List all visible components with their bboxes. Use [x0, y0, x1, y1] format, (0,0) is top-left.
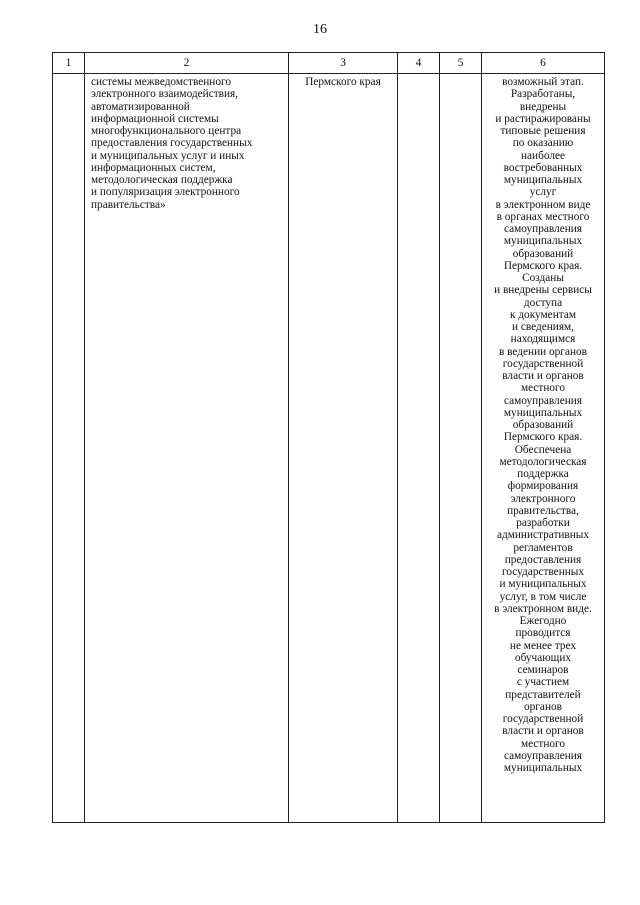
text-line: Пермского края. — [503, 431, 583, 444]
text-line: электронного — [510, 492, 576, 505]
text-line: услуг — [529, 186, 557, 199]
text-line: образований — [512, 247, 574, 260]
text-line: не менее трех — [509, 639, 577, 652]
text-line: государственной — [502, 713, 584, 725]
text-line: правительства» — [91, 198, 166, 211]
text-line: местного — [520, 382, 566, 395]
cell-col-2 — [85, 74, 289, 823]
text-line: в электронном виде. — [494, 602, 592, 615]
text-line: и муниципальных услуг и иных — [91, 149, 245, 162]
text-line: Созданы — [522, 272, 564, 284]
text-line: образований — [512, 419, 574, 431]
table-row — [53, 74, 605, 823]
text-line: в органах местного — [496, 210, 590, 223]
text-line: и популяризация электронного — [91, 186, 240, 199]
cell-col-3: Пермского края — [289, 74, 398, 823]
text-line: государственных — [501, 566, 585, 578]
text-line: и растиражированы — [495, 112, 591, 125]
text-line: и сведениям, — [511, 321, 575, 333]
text-line: муниципальных — [503, 235, 583, 248]
text-line: к документам — [510, 308, 576, 321]
text-line: власти и органов — [502, 370, 584, 382]
text-line: доступа — [523, 296, 563, 309]
text-line: поддержка — [517, 468, 569, 480]
text-line: административных — [496, 529, 590, 542]
text-line: Обеспечена — [514, 443, 572, 456]
cell-col-1 — [53, 74, 85, 823]
text-line: типовые решения — [500, 125, 586, 137]
text-line: информационной системы — [91, 112, 219, 125]
text-line: востребованных — [503, 161, 583, 174]
text-line: муниципальных — [503, 406, 583, 419]
text-line: самоуправления — [503, 223, 582, 235]
text-line: Разработаны, — [510, 88, 576, 101]
cell-col-6-text — [484, 76, 602, 774]
header-col-3: 3 — [289, 53, 398, 74]
text-line: представителей — [505, 688, 581, 701]
text-line: муниципальных — [503, 762, 583, 774]
text-line: и внедрены сервисы — [494, 284, 592, 297]
text-line: по оказанию — [512, 137, 574, 150]
header-col-4: 4 — [398, 53, 440, 74]
text-line: и муниципальных — [499, 578, 587, 591]
text-line: предоставления государственных — [91, 137, 253, 150]
text-line: наиболее — [520, 149, 566, 162]
text-line: власти и органов — [502, 725, 584, 738]
text-line: системы межведомственного — [91, 76, 231, 88]
text-line: электронного взаимодействия, — [91, 88, 239, 101]
text-line: внедрены — [519, 100, 567, 113]
text-line: государственной — [502, 357, 584, 370]
text-line: самоуправления — [503, 394, 582, 407]
text-line: Ежегодно — [519, 615, 567, 627]
text-line: методологическая — [499, 455, 587, 468]
text-line: с участием — [516, 676, 570, 689]
text-line: методологическая поддержка — [91, 174, 233, 186]
cell-col-5 — [440, 74, 482, 823]
text-line: семинаров — [517, 664, 569, 676]
cell-col-6 — [482, 74, 605, 823]
text-line: органов — [524, 700, 562, 713]
text-line: находящимся — [510, 333, 576, 346]
text-line: обучающих — [514, 651, 572, 664]
text-line: проводится — [515, 627, 571, 640]
header-col-5: 5 — [440, 53, 482, 74]
cell-col-4 — [398, 74, 440, 823]
text-line: местного — [520, 737, 566, 750]
text-line: услуг, в том числе — [499, 590, 587, 603]
header-col-6: 6 — [482, 53, 605, 74]
text-line: самоуправления — [503, 749, 582, 762]
text-line: разработки — [516, 517, 570, 529]
text-line: многофункционального центра — [91, 125, 242, 137]
text-line: в электронном виде — [495, 198, 591, 211]
text-line: в ведении органов — [499, 345, 587, 358]
document-table — [52, 52, 605, 823]
text-line: автоматизированной — [91, 100, 190, 113]
text-line: регламентов — [513, 541, 573, 554]
text-line: формирования — [507, 480, 579, 493]
text-line: муниципальных — [503, 174, 583, 186]
text-line: возможный этап. — [502, 76, 584, 88]
header-col-1: 1 — [53, 53, 85, 74]
table-header-row — [53, 53, 605, 74]
cell-col-2-text — [91, 76, 284, 211]
page-number: 16 — [313, 22, 327, 37]
text-line: Пермского края. — [503, 259, 583, 272]
text-line: правительства, — [507, 504, 579, 517]
text-line: предоставления — [504, 553, 582, 566]
text-line: информационных систем, — [91, 161, 216, 174]
header-col-2: 2 — [85, 53, 289, 74]
